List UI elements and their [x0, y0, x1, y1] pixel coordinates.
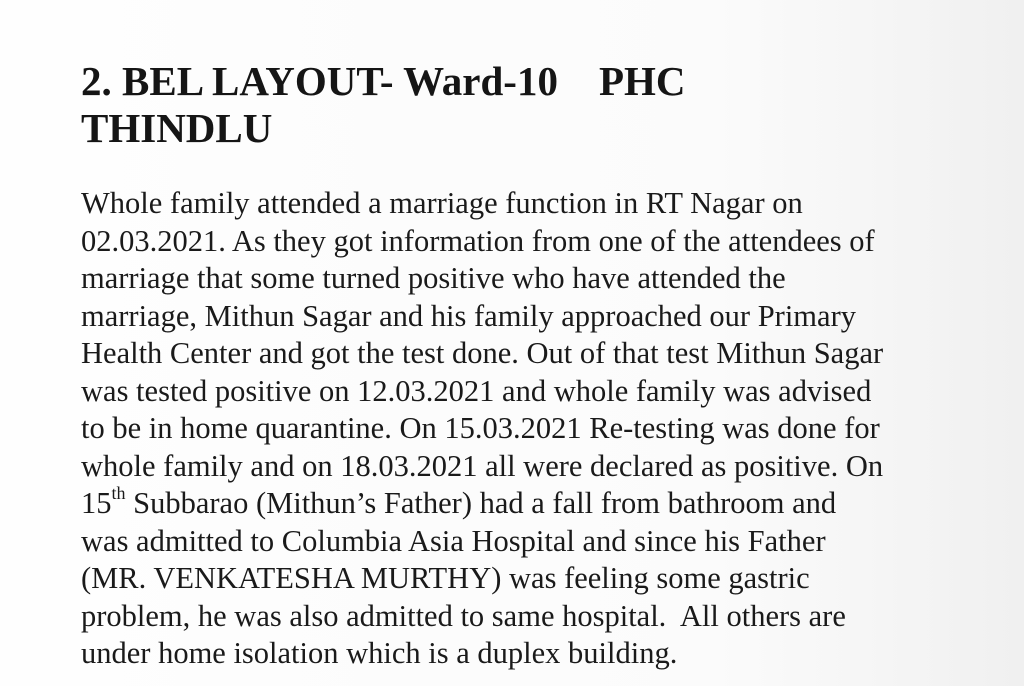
paragraph-line-2: 02.03.2021. As they got information from one of the attendees of	[81, 223, 875, 258]
paragraph-line-7: to be in home quarantine. On 15.03.2021 Re-testing was done for	[81, 411, 880, 445]
heading-line-2: THINDLU	[81, 105, 273, 151]
paragraph-line-13: under home isolation which is a duplex building.	[81, 636, 678, 670]
paragraph-line-3: marriage that some turned positive who have attended the	[81, 261, 786, 295]
body-paragraph	[81, 185, 1001, 673]
date-number: 15	[81, 486, 112, 520]
paragraph-line-1: Whole family attended a marriage function in RT Nagar on	[81, 186, 803, 220]
paragraph-line-6: was tested positive on 12.03.2021 and whole family was advised	[81, 373, 872, 408]
paragraph-line-5: Health Center and got the test done. Out of that test Mithun Sagar	[81, 336, 884, 370]
heading-line-1: 2. BEL LAYOUT- Ward-10 PHC	[81, 58, 686, 104]
paragraph-line-8: whole family and on 18.03.2021 all were declared as positive. On	[81, 448, 884, 483]
paragraph-line-10: was admitted to Columbia Asia Hospital and since his Father	[81, 523, 826, 558]
paragraph-line-4: marriage, Mithun Sagar and his family approached our Primary	[81, 298, 856, 333]
paragraph-line-9	[81, 482, 1001, 523]
paragraph-line-9-text: Subbarao (Mithun’s Father) had a fall from bathroom and	[125, 486, 837, 520]
paragraph-line-12: problem, he was also admitted to same hospital. All others are	[81, 598, 846, 633]
paragraph-line-11: (MR. VENKATESHA MURTHY) was feeling some gastric	[81, 561, 810, 595]
section-heading	[81, 58, 981, 152]
ordinal-suffix: th	[111, 482, 126, 503]
